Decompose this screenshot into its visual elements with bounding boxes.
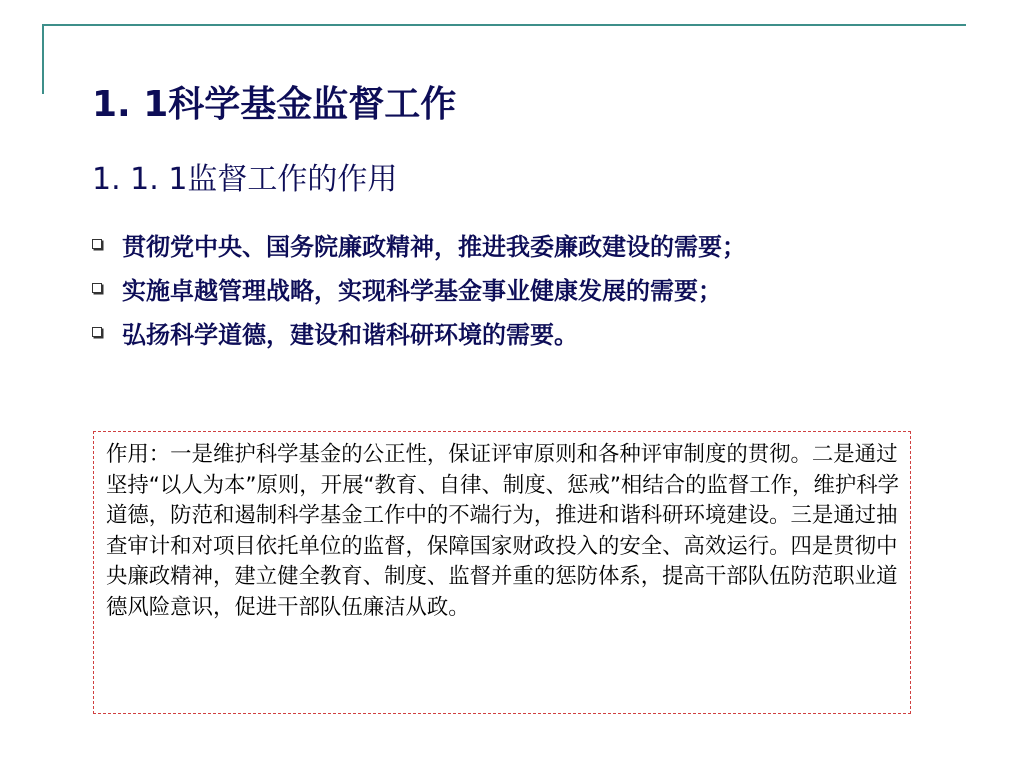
bullet-item	[88, 266, 746, 310]
bullet-text: 贯彻党中央、国务院廉政精神，推进我委廉政建设的需要；	[122, 232, 746, 261]
decorative-top-rule	[42, 24, 966, 26]
note-box	[93, 431, 911, 714]
bullet-text: 弘扬科学道德，建设和谐科研环境的需要。	[122, 320, 578, 349]
square-bullet-icon	[92, 283, 102, 293]
square-bullet-icon	[92, 327, 102, 337]
bullet-item	[88, 222, 746, 266]
slide-title: 1. 1科学基金监督工作	[92, 84, 457, 125]
decorative-left-rule	[42, 24, 44, 94]
note-text: 作用：一是维护科学基金的公正性，保证评审原则和各种评审制度的贯彻。二是通过坚持“以人为本”原则，开展“教育、自律、制度、惩戒”相结合的监督工作，维护科学道德，防范和遏制科学基金工作中的不端行为，推进和谐科研环境建设。三是通过抽查审计和对项目依托单位的监督，保障国家财政投入的安全、高效运行。四是贯彻中央廉政精神，建立健全教育、制度、监督并重的惩防体系，提高干部队伍防范职业道德风险意识，促进干部队伍廉洁从政。	[106, 442, 900, 620]
slide-subtitle: 1. 1. 1监督工作的作用	[92, 162, 398, 197]
bullet-list	[88, 222, 746, 354]
square-bullet-icon	[92, 239, 102, 249]
bullet-item	[88, 310, 746, 354]
bullet-text: 实施卓越管理战略，实现科学基金事业健康发展的需要；	[122, 276, 722, 305]
